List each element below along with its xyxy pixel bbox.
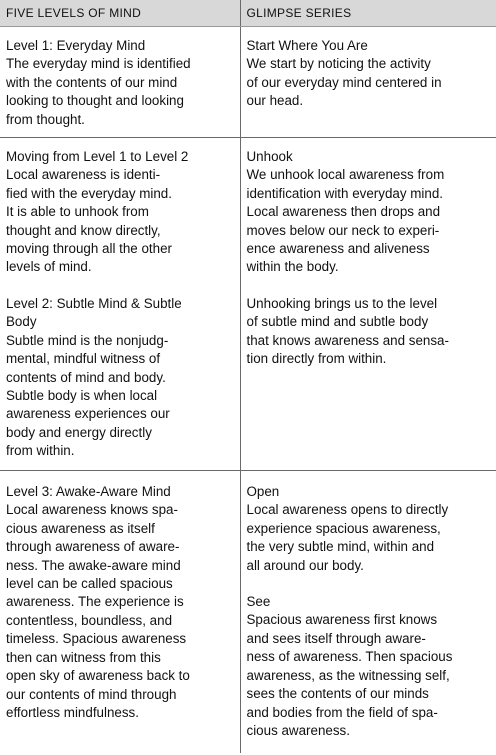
block-text: Local awareness knows spa- cious awareness as itself through awareness of aware- ness. The awake-aware mind level can be called spacious awareness. The experience is contentless, boundless, and timeless. Spacious awareness then can witness from this open sky of awareness back to our contents of mind through effortless mindfulness. — [6, 502, 190, 720]
text-block — [6, 483, 236, 722]
text-block — [247, 37, 493, 111]
column-header-glimpse-series: GLIMPSE SERIES — [240, 0, 496, 27]
text-block — [6, 148, 236, 277]
block-title: Level 3: Awake-Aware Mind — [6, 484, 171, 500]
text-block — [6, 37, 236, 129]
text-block — [247, 483, 493, 575]
block-title: Start Where You Are — [246, 38, 368, 53]
block-text: The everyday mind is identified with the contents of our mind looking to thought and looking from thought. — [6, 56, 191, 127]
text-block — [247, 148, 493, 277]
levels-cell — [0, 27, 240, 138]
table-row — [0, 27, 496, 138]
block-text: Spacious awareness first knows and sees itself through aware- ness of awareness. Then spacious awareness, as the witnessing self, sees the contents of our minds and bodies from the field of spa- cious awareness. — [246, 612, 453, 738]
block-title: Level 2: Subtle Mind & Subtle Body — [6, 295, 182, 330]
text-block — [247, 295, 493, 369]
block-text: We start by noticing the activity of our everyday mind centered in our head. — [246, 56, 442, 109]
levels-cell — [0, 471, 240, 754]
block-title: Open — [246, 484, 280, 500]
table-row — [0, 471, 496, 754]
table-row — [0, 138, 496, 471]
block-text: Local awareness is identi- fied with the everyday mind. It is able to unhook from thought and know directly, moving through all the other levels of mind. — [6, 167, 172, 275]
block-title: See — [246, 594, 271, 610]
block-text: Local awareness opens to directly experience spacious awareness, the very subtle mind, within and all around our body. — [246, 502, 449, 573]
glimpse-cell — [240, 27, 496, 138]
block-title: Level 1: Everyday Mind — [6, 38, 146, 53]
block-title: Moving from Level 1 to Level 2 — [6, 149, 189, 165]
block-title: Unhook — [246, 149, 293, 165]
header-row — [0, 0, 496, 27]
block-text: We unhook local awareness from identification with everyday mind. Local awareness then drops and moves below our neck to experi- ence awareness and aliveness within the body. — [246, 167, 445, 275]
table-header — [0, 0, 496, 27]
glimpse-cell — [240, 471, 496, 754]
glimpse-cell — [240, 138, 496, 471]
column-header-five-levels: FIVE LEVELS OF MIND — [0, 0, 240, 27]
levels-cell — [0, 138, 240, 471]
block-text: Subtle mind is the nonjudg- mental, mindful witness of contents of mind and body. Subtle body is when local awareness experiences our body and energy directly from within. — [6, 332, 170, 459]
text-block — [247, 593, 493, 740]
text-block — [6, 295, 236, 461]
block-text: Unhooking brings us to the level of subtle mind and subtle body that knows awareness and sensa- tion directly from within. — [246, 295, 449, 367]
